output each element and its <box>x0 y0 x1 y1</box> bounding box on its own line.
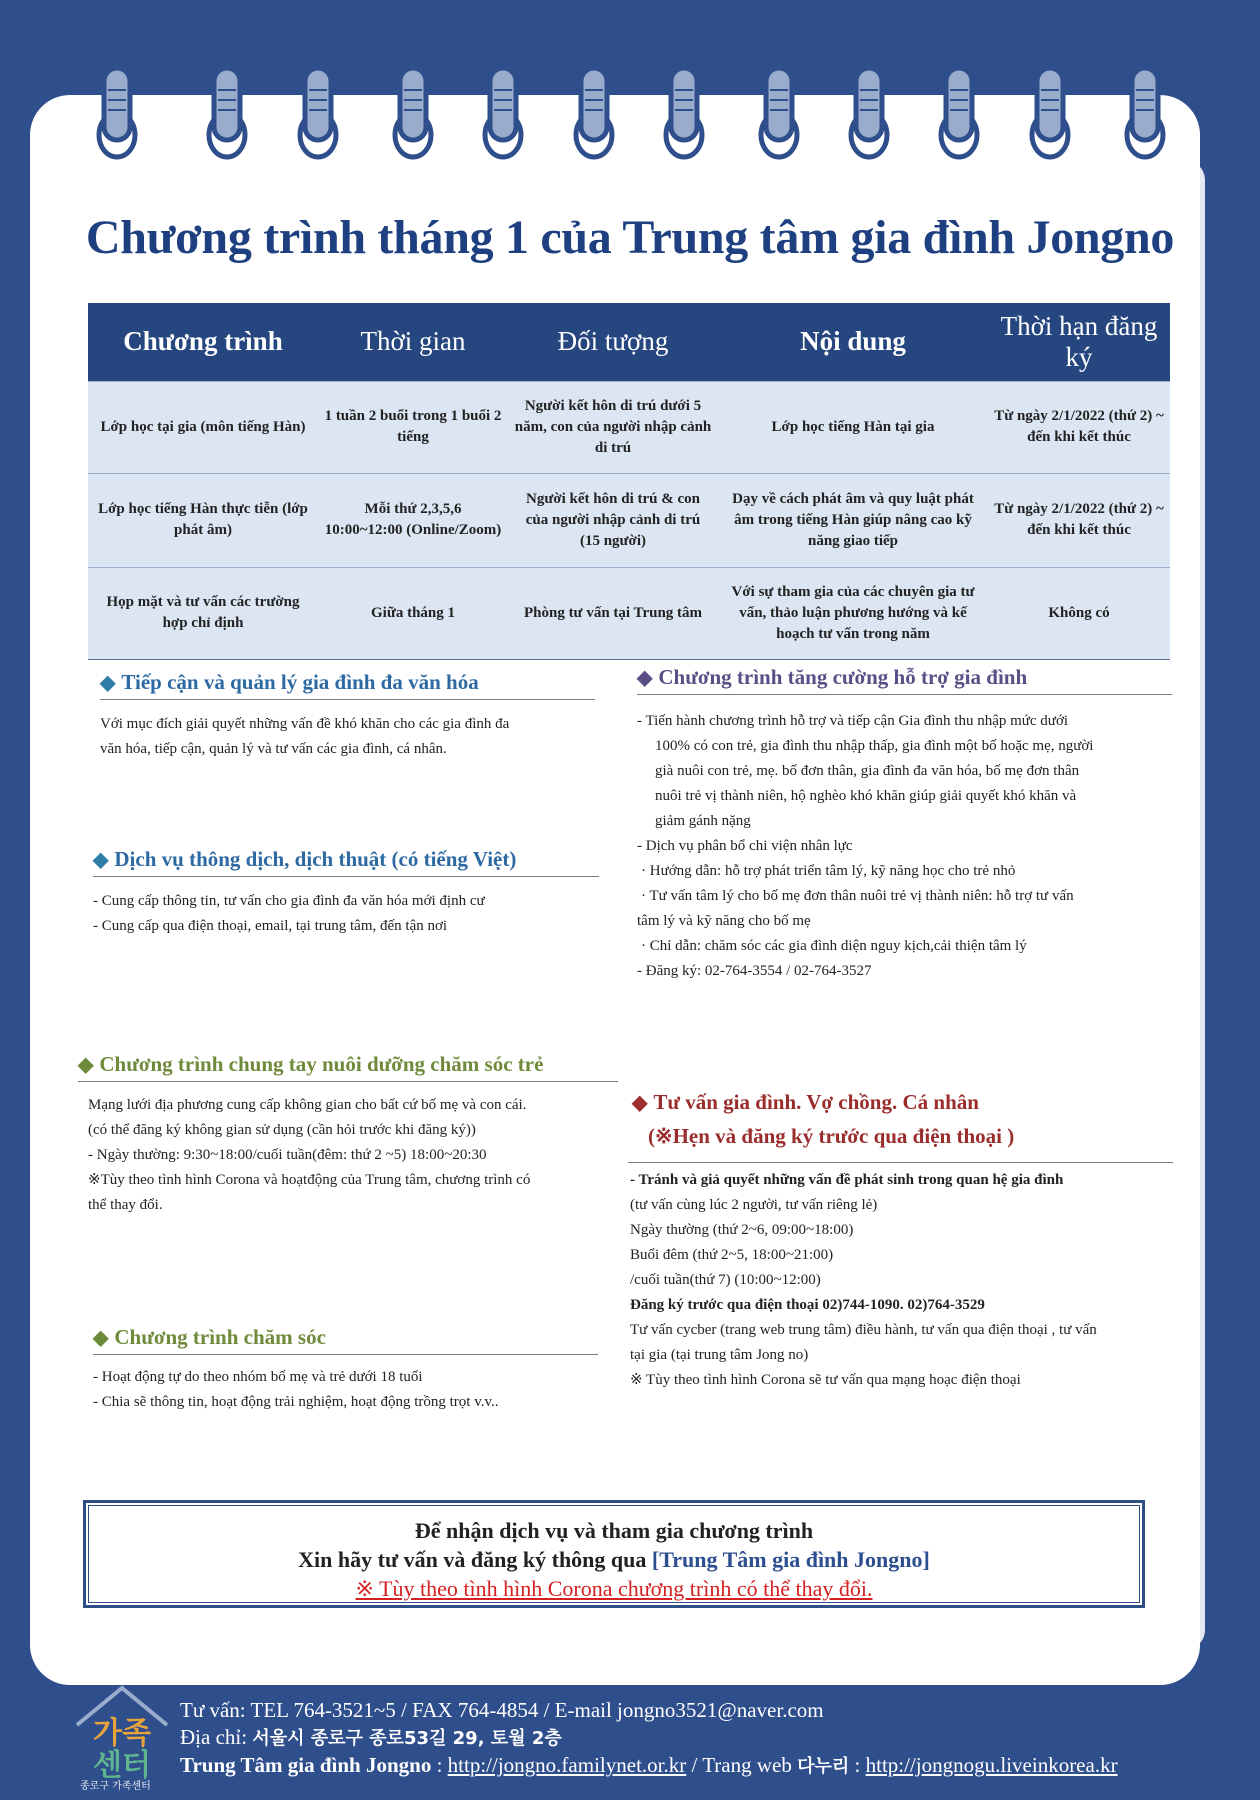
diamond-icon: ◆ <box>637 667 653 689</box>
cell-time: Mỗi thứ 2,3,5,6 10:00~12:00 (Online/Zoom) <box>318 473 508 567</box>
section-heading-care: ◆ Chương trình chăm sóc <box>93 1325 598 1355</box>
section-heading-interpretation: ◆ Dịch vụ thông dịch, dịch thuật (có tiếng Việt) <box>93 847 599 877</box>
page-title: Chương trình tháng 1 của Trung tâm gia đình Jongno <box>85 211 1175 264</box>
binder-rings <box>0 60 1260 170</box>
section-subheading-counseling: (※Hẹn và đăng ký trước qua điện thoại ) <box>648 1124 1015 1148</box>
cell-program: Lớp học tại gia (môn tiếng Hàn) <box>88 381 318 473</box>
binder-ring-11-icon <box>1032 68 1068 157</box>
section-heading-counseling: ◆ Tư vấn gia đình. Vợ chồng. Cá nhân <box>632 1090 979 1114</box>
section-body-interpretation: - Cung cấp thông tin, tư vấn cho gia đình đa văn hóa mới định cư - Cung cấp qua điện thoại, email, tại trung tâm, đến tận nơi <box>93 893 485 934</box>
binder-ring-9-icon <box>851 68 887 157</box>
contact-line: Tư vấn: TEL 764-3521~5 / FAX 764-4854 / E-mail jongno3521@naver.com <box>180 1698 824 1722</box>
section-body-care: - Hoạt động tự do theo nhóm bố mẹ và trẻ dưới 18 tuổi - Chia sẽ thông tin, hoạt động trải nghiệm, hoạt động trồng trọt v.v.. <box>93 1369 499 1410</box>
center-link-text: [Trung Tâm gia đình Jongno] <box>651 1547 930 1572</box>
cell-target: Phòng tư vấn tại Trung tâm <box>508 567 718 659</box>
cell-program: Lớp học tiếng Hàn thực tiễn (lớp phát âm) <box>88 473 318 567</box>
diamond-icon: ◆ <box>100 672 116 694</box>
diamond-icon: ◆ <box>78 1054 94 1076</box>
cell-target: Người kết hôn di trú & con của người nhập cảnh di trú (15 người) <box>508 473 718 567</box>
header-content: Nội dung <box>718 303 988 381</box>
cell-time: 1 tuần 2 buổi trong 1 buổi 2 tiếng <box>318 381 508 473</box>
website-line: Trung Tâm gia đình Jongno : http://jongno.familynet.or.kr / Trang web 다누리 : http://jongnogu.liveinkorea.kr <box>180 1753 1118 1777</box>
header-deadline: Thời hạn đăng ký <box>988 303 1170 381</box>
table-row <box>88 567 1170 659</box>
address-line: Địa chỉ: 서울시 종로구 종로53길 29, 토월 2층 <box>180 1725 562 1749</box>
section-body-multicultural: Với mục đích giải quyết những vấn đề khó khăn cho các gia đình đa văn hóa, tiếp cận, quản lý và tư vấn các gia đình, cá nhân. <box>100 716 510 757</box>
binder-ring-3-icon <box>300 68 336 157</box>
danuri-website-link[interactable]: http://jongnogu.liveinkorea.kr <box>865 1753 1118 1777</box>
section-heading-childcare: ◆ Chương trình chung tay nuôi dưỡng chăm sóc trẻ <box>78 1052 618 1082</box>
header-time: Thời gian <box>318 303 508 381</box>
binder-ring-5-icon <box>485 68 521 157</box>
binder-ring-8-icon <box>761 68 797 157</box>
header-target: Đối tượng <box>508 303 718 381</box>
section-heading-multicultural: ◆ Tiếp cận và quản lý gia đình đa văn hóa <box>100 670 595 700</box>
section-body-counseling: - Tránh và giả quyết những vấn đề phát sinh trong quan hệ gia đình (tư vấn cùng lúc 2 người, tư vấn riêng lẻ) Ngày thường (thứ 2~6, 09:00~18:00) Buổi đêm (thứ 2~5, 18:00~21:00) /cuối tuần(thứ 7) (10:00~12:00) Đăng ký trước qua điện thoại 02)744-1090. 02)764-3529 Tư vấn cycber (trang web trung tâm) điều hành, tư vấn qua điện thoại , tư vấn tại gia (tại trung tâm Jong no) ※ Tùy theo tình hình Corona sẽ tư vấn qua mạng hoạc điện thoại <box>630 1172 1097 1388</box>
binder-ring-7-icon <box>666 68 702 157</box>
diamond-icon: ◆ <box>93 1327 109 1349</box>
binder-ring-4-icon <box>395 68 431 157</box>
logo-subtitle: 종로구 가족센터 <box>80 1781 151 1792</box>
diamond-icon: ◆ <box>632 1092 648 1114</box>
section-body-childcare: Mạng lưới địa phương cung cấp không gian cho bất cứ bố mẹ và con cái. (có thể đăng ký không gian sử dụng (cần hỏi trước khi đăng ký)) - Ngày thường: 9:30~18:00/cuối tuần(đêm: thứ 2 ~5) 18:00~20:30 ※Tùy theo tình hình Corona và hoạtđộng của Trung tâm, chương trình có thể thay đổi. <box>88 1097 531 1213</box>
header-program: Chương trình <box>88 303 318 381</box>
cell-content: Với sự tham gia của các chuyên gia tư vấn, thảo luận phương hướng và kế hoạch tư vấn trong năm <box>718 567 988 659</box>
cell-deadline: Từ ngày 2/1/2022 (thứ 2) ~ đến khi kết thúc <box>988 381 1170 473</box>
cell-deadline: Không có <box>988 567 1170 659</box>
notice-box <box>83 1500 1145 1608</box>
binder-ring-10-icon <box>941 68 977 157</box>
logo-text-top: 가족 <box>93 1716 151 1751</box>
binder-ring-1-icon <box>99 68 135 157</box>
binder-ring-6-icon <box>576 68 612 157</box>
notice-line-1: Để nhận dịch vụ và tham gia chương trình <box>414 1518 814 1543</box>
cell-target: Người kết hôn di trú dưới 5 năm, con của người nhập cảnh di trú <box>508 381 718 473</box>
program-table <box>88 303 1170 660</box>
contact-info <box>180 1697 1118 1780</box>
notice-warning: ※ Tùy theo tình hình Corona chương trình có thể thay đổi. <box>355 1576 873 1601</box>
center-website-link[interactable]: http://jongno.familynet.or.kr <box>447 1753 687 1777</box>
cell-deadline: Từ ngày 2/1/2022 (thứ 2) ~ đến khi kết thúc <box>988 473 1170 567</box>
binder-ring-12-icon <box>1127 68 1163 157</box>
cell-content: Dạy về cách phát âm và quy luật phát âm trong tiếng Hàn giúp nâng cao kỹ năng giao tiếp <box>718 473 988 567</box>
section-body-support: - Tiến hành chương trình hỗ trợ và tiếp cận Gia đình thu nhập mức dưới 100% có con trẻ, gia đình thu nhập thấp, gia đình một bố hoặc mẹ, người già nuôi con trẻ, mẹ. bố đơn thân, gia đình đa văn hóa, bố mẹ đơn thân nuôi trẻ vị thành niên, hộ nghèo khó khăn giúp giải quyết khó khăn và giảm gánh nặng - Dịch vụ phân bổ chi viện nhân lực · Hướng dẫn: hỗ trợ phát triển tâm lý, kỹ năng học cho trẻ nhỏ · Tư vấn tâm lý cho bố mẹ đơn thân nuôi trẻ vị thành niên: hỗ trợ tư vấn tâm lý và kỹ năng cho bố mẹ · Chỉ dẫn: chăm sóc các gia đình diện nguy kịch,cải thiện tâm lý - Đăng ký: 02-764-3554 / 02-764-3527 <box>637 713 1094 979</box>
binder-ring-2-icon <box>209 68 245 157</box>
section-heading-support: ◆ Chương trình tăng cường hỗ trợ gia đình <box>637 665 1172 695</box>
cell-content: Lớp học tiếng Hàn tại gia <box>718 381 988 473</box>
table-header-row <box>88 303 1170 381</box>
logo-text-bottom: 센터 <box>93 1748 151 1783</box>
section-divider <box>628 1162 1173 1163</box>
notice-line-2: Xin hãy tư vấn và đăng ký thông qua [Trung Tâm gia đình Jongno] <box>298 1547 930 1572</box>
cell-program: Họp mặt và tư vấn các trường hợp chỉ định <box>88 567 318 659</box>
table-row <box>88 381 1170 473</box>
table-row <box>88 473 1170 567</box>
cell-time: Giữa tháng 1 <box>318 567 508 659</box>
diamond-icon: ◆ <box>93 849 109 871</box>
